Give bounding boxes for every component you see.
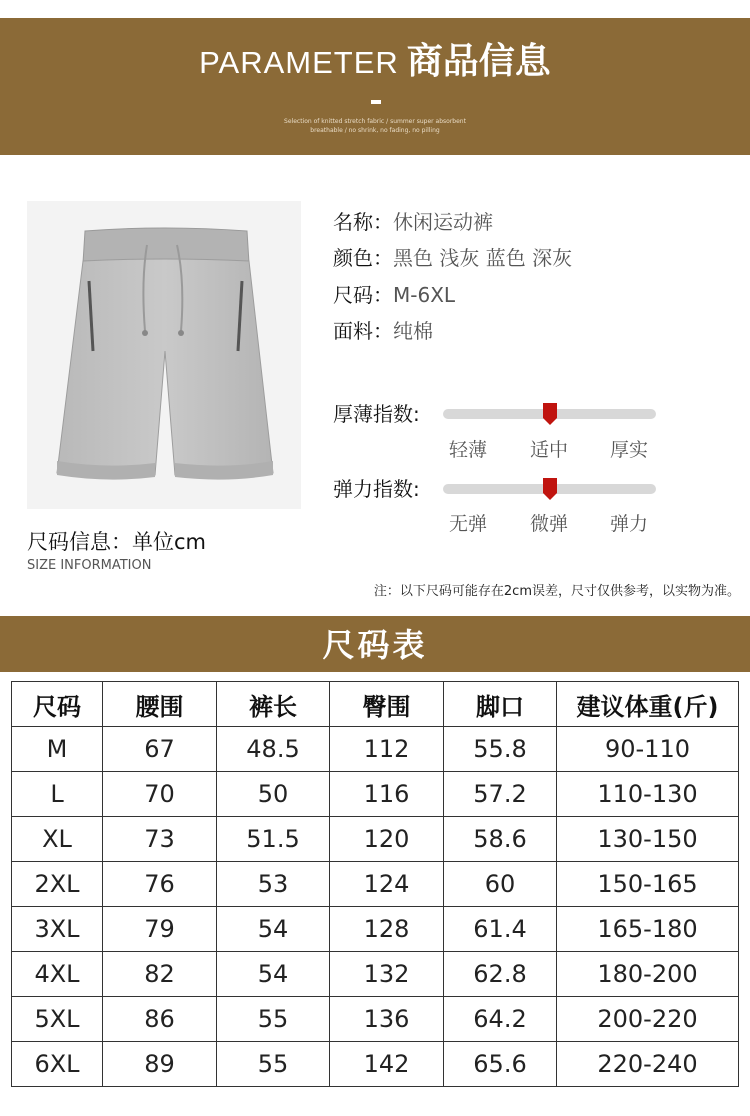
thickness-tick-thin: 轻薄	[448, 439, 487, 461]
spec-value: 休闲运动裤	[393, 210, 493, 234]
table-row	[12, 907, 739, 952]
spec-key: 颜色：	[333, 246, 393, 270]
elasticity-tick-slight: 微弹	[529, 513, 568, 535]
table-row	[12, 862, 739, 907]
table-cell: 82	[103, 952, 217, 997]
table-cell: 89	[103, 1042, 217, 1087]
table-cell: 79	[103, 907, 217, 952]
table-row	[12, 727, 739, 772]
table-cell: M	[12, 727, 103, 772]
header-hip: 臀围	[330, 682, 444, 727]
table-cell: XL	[12, 817, 103, 862]
table-cell: 70	[103, 772, 217, 817]
thickness-marker	[543, 403, 557, 425]
table-cell: 5XL	[12, 997, 103, 1042]
thickness-tick-medium: 适中	[529, 439, 568, 461]
spec-name	[333, 210, 493, 234]
table-row	[12, 997, 739, 1042]
header-length: 裤长	[217, 682, 330, 727]
table-cell: 3XL	[12, 907, 103, 952]
table-cell: 2XL	[12, 862, 103, 907]
table-cell: 128	[330, 907, 444, 952]
size-info-title: 尺码信息：单位cm	[27, 530, 207, 554]
shorts-icon	[27, 201, 301, 509]
table-cell: 220-240	[557, 1042, 739, 1087]
table-cell: 180-200	[557, 952, 739, 997]
size-table	[11, 681, 739, 1087]
table-cell: 200-220	[557, 997, 739, 1042]
table-cell: 55.8	[444, 727, 557, 772]
table-cell: 142	[330, 1042, 444, 1087]
spec-key: 名称：	[333, 210, 393, 234]
table-header-row	[12, 682, 739, 727]
title-divider	[371, 100, 381, 104]
page-title	[0, 40, 750, 85]
table-cell: 54	[217, 952, 330, 997]
spec-value: 纯棉	[393, 319, 433, 343]
table-cell: 57.2	[444, 772, 557, 817]
spec-color	[333, 246, 572, 270]
table-cell: 130-150	[557, 817, 739, 862]
table-cell: 110-130	[557, 772, 739, 817]
table-cell: 62.8	[444, 952, 557, 997]
table-cell: 112	[330, 727, 444, 772]
table-cell: 64.2	[444, 997, 557, 1042]
table-cell: L	[12, 772, 103, 817]
header-waist: 腰围	[103, 682, 217, 727]
spec-key: 尺码：	[333, 283, 393, 307]
table-cell: 76	[103, 862, 217, 907]
table-row	[12, 952, 739, 997]
table-cell: 116	[330, 772, 444, 817]
spec-size	[333, 283, 455, 307]
header-size: 尺码	[12, 682, 103, 727]
table-cell: 6XL	[12, 1042, 103, 1087]
size-info-subtitle: SIZE INFORMATION	[27, 558, 152, 573]
table-cell: 67	[103, 727, 217, 772]
table-cell: 90-110	[557, 727, 739, 772]
table-cell: 120	[330, 817, 444, 862]
thickness-tick-thick: 厚实	[609, 439, 648, 461]
elasticity-tick-stretch: 弹力	[609, 513, 648, 535]
table-cell: 48.5	[217, 727, 330, 772]
table-cell: 61.4	[444, 907, 557, 952]
spec-value: M-6XL	[393, 283, 456, 307]
table-cell: 50	[217, 772, 330, 817]
table-cell: 58.6	[444, 817, 557, 862]
header-leg-opening: 脚口	[444, 682, 557, 727]
spec-key: 面料：	[333, 319, 393, 343]
table-cell: 53	[217, 862, 330, 907]
table-cell: 65.6	[444, 1042, 557, 1087]
spec-value: 黑色 浅灰 蓝色 深灰	[393, 246, 573, 270]
spec-fabric	[333, 319, 433, 343]
table-cell: 136	[330, 997, 444, 1042]
table-cell: 132	[330, 952, 444, 997]
table-row	[12, 772, 739, 817]
elasticity-index-label: 弹力指数:	[333, 477, 420, 501]
table-row	[12, 1042, 739, 1087]
subtitle-line-1: Selection of knitted stretch fabric / summer super absorbent	[284, 118, 466, 125]
table-cell: 60	[444, 862, 557, 907]
table-cell: 55	[217, 1042, 330, 1087]
table-cell: 73	[103, 817, 217, 862]
table-cell: 165-180	[557, 907, 739, 952]
title-en: PARAMETER	[199, 45, 399, 80]
table-row	[12, 817, 739, 862]
header-subtitle	[200, 117, 550, 135]
table-cell: 86	[103, 997, 217, 1042]
table-cell: 54	[217, 907, 330, 952]
header-weight: 建议体重(斤)	[557, 682, 739, 727]
thickness-index-label: 厚薄指数:	[333, 402, 420, 426]
table-cell: 124	[330, 862, 444, 907]
size-note: 注：以下尺码可能存在2cm误差，尺寸仅供参考，以实物为准。	[373, 584, 740, 599]
table-cell: 4XL	[12, 952, 103, 997]
product-image	[27, 201, 301, 509]
size-chart-title: 尺码表	[322, 626, 428, 664]
subtitle-line-2: breathable / no shrink, no fading, no pilling	[310, 127, 440, 134]
table-cell: 150-165	[557, 862, 739, 907]
table-cell: 55	[217, 997, 330, 1042]
table-cell: 51.5	[217, 817, 330, 862]
elasticity-marker	[543, 478, 557, 500]
title-cn: 商品信息	[406, 41, 551, 82]
elasticity-tick-none: 无弹	[448, 513, 487, 535]
